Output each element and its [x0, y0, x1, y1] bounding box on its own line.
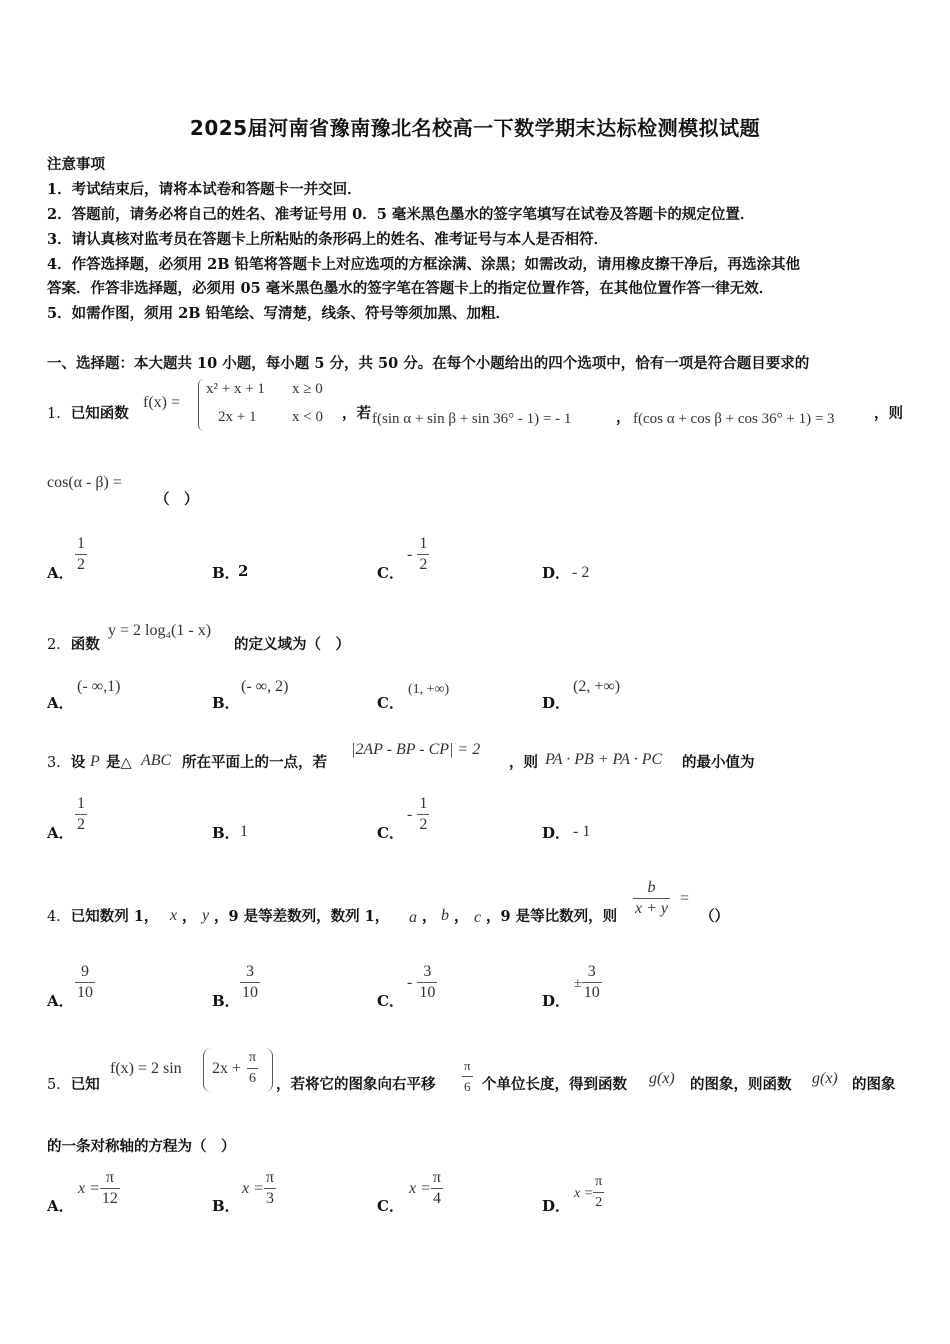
- q4-blank: （）: [700, 908, 729, 925]
- notice-item-2: 2．答题前，请务必将自己的姓名、准考证号用 0．5 毫米黑色墨水的签字笔填写在试卷及答题卡的规定位置．: [47, 206, 755, 223]
- q3-option-c-label: C．: [377, 824, 404, 842]
- q1-option-c-label: C．: [377, 564, 404, 582]
- q3-mid2: 所在平面上的一点，若: [182, 754, 327, 771]
- q3-option-b: 1: [240, 823, 248, 840]
- q2-option-a: (- ∞,1): [77, 678, 121, 695]
- q5-shift-fraction: $\frac{\pi}{6}$: [462, 1056, 473, 1097]
- q5-g1: g(x): [649, 1070, 675, 1087]
- q2-option-b: (- ∞, 2): [241, 678, 289, 695]
- notice-item-5: 5．如需作图，须用 2B 铅笔绘、写清楚，线条、符号等须加黑、加粗．: [47, 305, 511, 322]
- q4-b: b: [441, 907, 449, 924]
- q4-eq: =: [680, 890, 690, 907]
- q4-option-d-label: D．: [542, 992, 571, 1010]
- q5-option-c-label: C．: [377, 1197, 404, 1215]
- q1-eq1: f(sin α + sin β + sin 36° - 1) = - 1: [372, 411, 572, 427]
- q4-a: a: [409, 909, 417, 926]
- q4-t2: ，9 是等差数列，数列 1，: [214, 908, 390, 925]
- q5-arg: 2x +: [212, 1060, 242, 1077]
- q1-ruo: ，若: [342, 405, 371, 422]
- notice-item-4-cont: 答案．作答非选择题，必须用 05 毫米黑色墨水的签字笔在答题卡上的指定位置作答，在其他位置作答一律无效．: [47, 280, 774, 297]
- q1-option-b: 2: [238, 562, 249, 580]
- q5-f: f(x) = 2 sin: [110, 1060, 182, 1077]
- q3-number: 3．设: [47, 754, 86, 771]
- q2-post: 的定义域为（ ）: [234, 636, 350, 653]
- q5-option-b: x = $\frac{\pi}{3}$: [242, 1169, 274, 1207]
- q1-blank: （ ）: [155, 491, 199, 508]
- q1-option-d-label: D．: [542, 564, 571, 582]
- q5-option-d: x = $\frac{\pi}{2}$: [574, 1172, 604, 1213]
- q3-mid1: 是△: [106, 754, 132, 771]
- q4-option-a-label: A．: [47, 992, 74, 1010]
- q5-option-a: x = $\frac{\pi}{12}$: [78, 1169, 118, 1207]
- q1-case2: 2x + 1: [218, 409, 257, 425]
- q3-option-d: - 1: [573, 823, 591, 840]
- q4-t3: ，9 是等比数列，则: [486, 908, 618, 925]
- q3-option-c: - $\frac{1}{2}$: [407, 795, 428, 833]
- q3-cond: |2AP - BP - CP| = 2: [351, 741, 481, 758]
- q3-option-b-label: B．: [212, 824, 240, 842]
- q5-option-b-label: B．: [212, 1197, 240, 1215]
- notice-item-3: 3．请认真核对监考员在答题卡上所粘贴的条形码上的姓名、准考证号与本人是否相符．: [47, 231, 609, 248]
- q5-g2: g(x): [812, 1070, 838, 1087]
- q5-mid2: 个单位长度，得到函数: [482, 1076, 627, 1093]
- q1-cond2: x < 0: [292, 409, 323, 425]
- q4-option-c-label: C．: [377, 992, 404, 1010]
- q2-option-c: (1, +∞): [408, 682, 450, 697]
- q1-cond1: x ≥ 0: [292, 381, 323, 397]
- q2-option-d-label: D．: [542, 694, 571, 712]
- q3-p: P: [90, 753, 100, 770]
- notice-item-1: 1．考试结束后，请将本试卷和答题卡一并交回．: [47, 181, 362, 198]
- q1-line2: cos(α - β) =: [47, 474, 122, 491]
- q4-option-d: ± $\frac{3}{10}$: [574, 963, 600, 1001]
- q1-number: 1．已知函数: [47, 405, 129, 422]
- q5-post: 的图象: [852, 1076, 896, 1093]
- q3-expr: PA · PB + PA · PC: [545, 751, 663, 768]
- q4-fraction: $\frac{b}{x + y}$: [635, 879, 668, 917]
- q3-post: 的最小值为: [682, 754, 755, 771]
- q4-option-b-label: B．: [212, 992, 240, 1010]
- q4-x: x: [170, 907, 178, 924]
- q3-option-a: $\frac{1}{2}$: [77, 795, 85, 833]
- q2-option-c-label: C．: [377, 694, 404, 712]
- q4-y: y: [202, 907, 210, 924]
- q4-option-a: $\frac{9}{10}$: [77, 963, 93, 1001]
- q4-option-c: - $\frac{3}{10}$: [407, 963, 436, 1001]
- q5-line2: 的一条对称轴的方程为（ ）: [47, 1138, 236, 1155]
- q1-option-a-label: A．: [47, 564, 74, 582]
- q4-comma3: ，: [454, 908, 469, 925]
- q4-comma2: ，: [422, 908, 437, 925]
- q5-number: 5．已知: [47, 1076, 100, 1093]
- q5-mid1: ，若将它的图象向右平移: [276, 1076, 436, 1093]
- q1-option-b-label: B．: [212, 564, 240, 582]
- q5-mid3: 的图象，则函数: [690, 1076, 792, 1093]
- q5-arg-fraction: $\frac{\pi}{6}$: [247, 1048, 258, 1089]
- page-title: 2025届河南省豫南豫北名校高一下数学期末达标检测模拟试题: [189, 116, 761, 140]
- q3-mid3: ，则: [509, 754, 538, 771]
- q1-brace: [198, 379, 204, 431]
- q1-option-c: - $\frac{1}{2}$: [407, 535, 428, 573]
- q1-option-d: - 2: [572, 564, 590, 581]
- q4-number: 4．已知数列 1，: [47, 908, 159, 925]
- q1-ze: ，则: [874, 405, 903, 422]
- q1-case1: x² + x + 1: [206, 381, 265, 397]
- q1-option-a: $\frac{1}{2}$: [77, 535, 85, 573]
- q1-fx: f(x) =: [143, 394, 181, 411]
- q4-comma1: ，: [182, 908, 197, 925]
- notice-item-4: 4．作答选择题，必须用 2B 铅笔将答题卡上对应选项的方框涂满、涂黑；如需改动，请用橡皮擦干净后，再选涂其他: [47, 256, 801, 273]
- q2-number: 2．函数: [47, 636, 100, 653]
- q3-option-a-label: A．: [47, 824, 74, 842]
- q3-option-d-label: D．: [542, 824, 571, 842]
- q4-c: c: [474, 909, 482, 926]
- q4-option-b: $\frac{3}{10}$: [242, 963, 258, 1001]
- q5-option-c: x = $\frac{\pi}{4}$: [409, 1169, 441, 1207]
- q2-option-b-label: B．: [212, 694, 240, 712]
- q1-eq2: f(cos α + cos β + cos 36° + 1) = 3: [633, 411, 835, 427]
- q2-expr: y = 2 log₄(1 - x): [108, 622, 212, 639]
- notice-heading: 注意事项: [47, 156, 105, 173]
- q1-sep: ，: [616, 409, 631, 426]
- q3-abc: ABC: [141, 752, 172, 769]
- q5-option-a-label: A．: [47, 1197, 74, 1215]
- q2-option-a-label: A．: [47, 694, 74, 712]
- q2-option-d: (2, +∞): [573, 678, 621, 695]
- section-heading: 一、选择题：本大题共 10 小题，每小题 5 分，共 50 分。在每个小题给出的四个选项中，恰有一项是符合题目要求的: [47, 355, 810, 372]
- q5-option-d-label: D．: [542, 1197, 571, 1215]
